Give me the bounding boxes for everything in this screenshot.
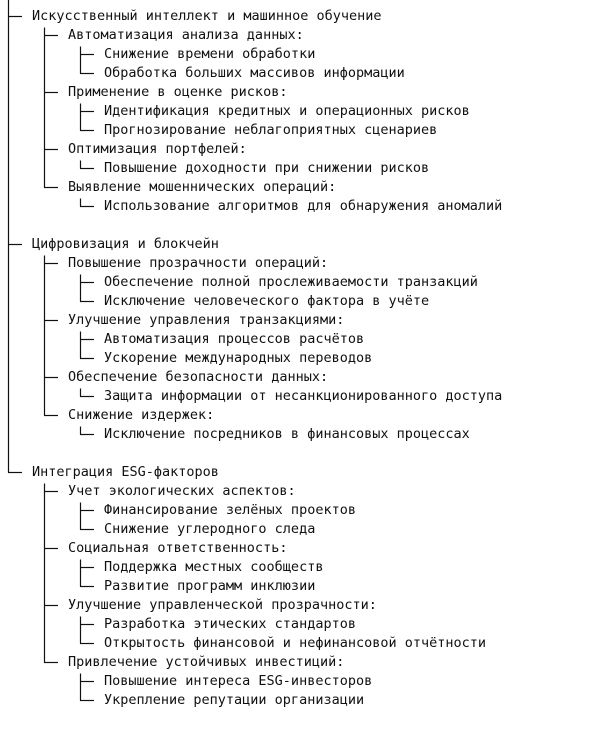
- node-label: Укрепление репутации организации: [104, 691, 365, 708]
- node-label: Снижение времени обработки: [104, 45, 316, 62]
- node-label: Защита информации от несанкционированного доступа: [104, 387, 503, 404]
- node-label: Привлечение устойчивых инвестиций:: [68, 653, 345, 670]
- node-label: Открытость финансовой и нефинансовой отчётности: [104, 634, 487, 651]
- node-label: Обеспечение полной прослеживаемости транзакций: [104, 273, 478, 290]
- node-label: Оптимизация портфелей:: [68, 140, 247, 157]
- node-label: Поддержка местных сообществ: [104, 558, 324, 575]
- node-label: Улучшение управления транзакциями:: [68, 311, 345, 328]
- node-label: Финансирование зелёных проектов: [104, 501, 356, 518]
- node-label: Повышение интереса ESG-инвесторов: [104, 672, 373, 689]
- node-label: Применение в оценке рисков:: [68, 83, 288, 100]
- node-label: Обеспечение безопасности данных:: [68, 368, 329, 385]
- node-label: Снижение издержек:: [68, 406, 215, 423]
- node-label: Разработка этических стандартов: [104, 615, 356, 632]
- node-label: Социальная ответственность:: [68, 539, 288, 556]
- node-label: Цифровизация и блокчейн: [32, 235, 219, 252]
- node-label: Использование алгоритмов для обнаружения аномалий: [104, 197, 503, 214]
- node-label: Повышение доходности при снижении рисков: [104, 159, 430, 176]
- node-label: Улучшение управленческой прозрачности:: [68, 596, 377, 613]
- node-label: Идентификация кредитных и операционных рисков: [104, 102, 470, 119]
- node-label: Автоматизация процессов расчётов: [104, 330, 365, 347]
- node-label: Учет экологических аспектов:: [68, 482, 296, 499]
- node-label: Автоматизация анализа данных:: [68, 26, 304, 43]
- node-label: Выявление мошеннических операций:: [68, 178, 337, 195]
- node-label: Прогнозирование неблагоприятных сценариев: [104, 121, 438, 138]
- node-label: Интеграция ESG-факторов: [32, 463, 219, 480]
- node-label: Развитие программ инклюзии: [104, 577, 316, 594]
- node-label: Повышение прозрачности операций:: [68, 254, 329, 271]
- node-label: Исключение посредников в финансовых процессах: [104, 425, 470, 442]
- node-label: Исключение человеческого фактора в учёте: [104, 292, 430, 309]
- node-label: Снижение углеродного следа: [104, 520, 316, 537]
- node-label: Обработка больших массивов информации: [104, 64, 405, 81]
- node-label: Ускорение международных переводов: [104, 349, 373, 366]
- node-label: Искусственный интеллект и машинное обучение: [32, 7, 382, 24]
